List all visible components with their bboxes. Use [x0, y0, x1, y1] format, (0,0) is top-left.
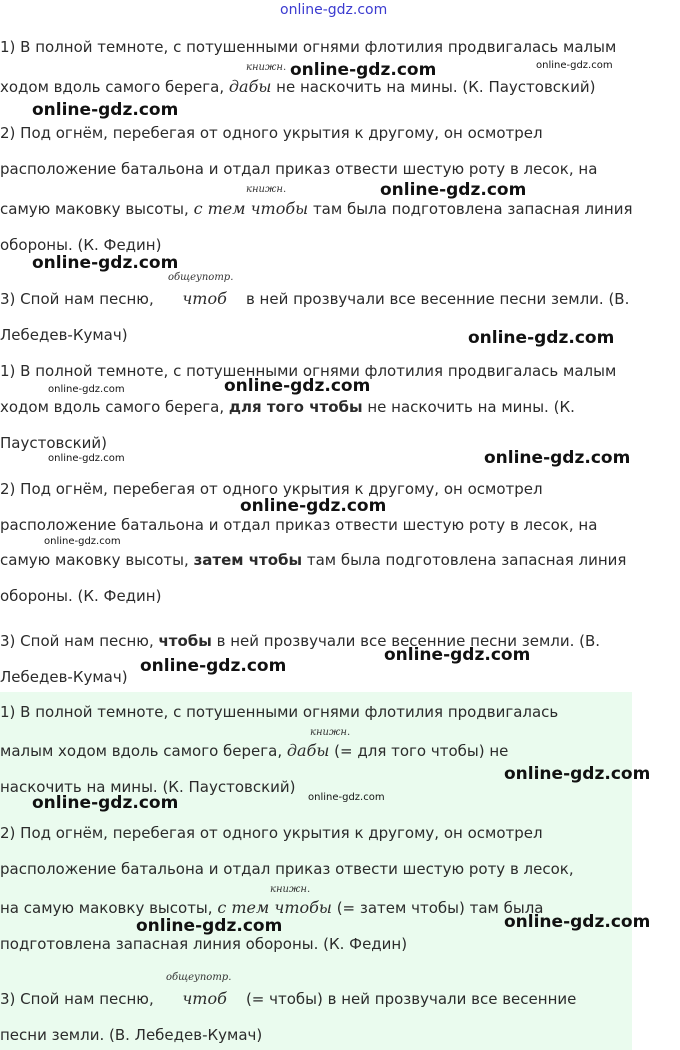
b1-note-chtob: общеупотр. [168, 272, 234, 283]
watermark: online-gdz.com [504, 912, 651, 932]
watermark: online-gdz.com [224, 376, 371, 396]
b1-s2-line1: 2) Под огнём, перебегая от одного укрытия к другому, он осмотрел [0, 124, 543, 142]
watermark-small: online-gdz.com [48, 453, 125, 464]
watermark: online-gdz.com [240, 496, 387, 516]
watermark-small: online-gdz.com [48, 384, 125, 395]
b1-word-chtob: чтоб [182, 289, 227, 308]
b3-note-stem: книжн. [270, 884, 311, 895]
b3-s3-line2: песни земли. (В. Лебедев-Кумач) [0, 1026, 263, 1044]
b1-note-dabi: книжн. [246, 62, 287, 73]
watermark: online-gdz.com [384, 645, 531, 665]
watermark: online-gdz.com [484, 448, 631, 468]
b1-s3-line2: Лебедев-Кумач) [0, 326, 128, 344]
watermark-small: online-gdz.com [44, 536, 121, 547]
top-watermark: online-gdz.com [280, 2, 388, 18]
watermark: online-gdz.com [380, 180, 527, 200]
b2-s2-line2: расположение батальона и отдал приказ отвести шестую роту в лесок, на [0, 516, 598, 534]
b3-note-chtob: общеупотр. [166, 972, 232, 983]
b1-word-dabi: дабы [228, 77, 272, 96]
watermark: online-gdz.com [468, 328, 615, 348]
b1-s2-line4: обороны. (К. Федин) [0, 236, 162, 254]
b1-s2-line2: расположение батальона и отдал приказ отвести шестую роту в лесок, на [0, 160, 598, 178]
watermark-small: online-gdz.com [308, 792, 385, 803]
b1-s2-line3: самую маковку высоты, с тем чтобы там была подготовлена запасная линия [0, 199, 633, 218]
b2-s3-line2: Лебедев-Кумач) [0, 668, 128, 686]
b3-word-chtob: чтоб [182, 989, 227, 1008]
b1-note-stem: книжн. [246, 184, 287, 195]
b3-s3-line1: 3) Спой нам песню, чтоб (= чтобы) в ней прозвучали все весенние [0, 989, 577, 1008]
watermark: online-gdz.com [136, 916, 283, 936]
b2-word-chtoby: чтобы [158, 632, 212, 650]
b3-word-dabi: дабы [286, 741, 330, 760]
watermark: online-gdz.com [140, 656, 287, 676]
b3-s2-line1: 2) Под огнём, перебегая от одного укрытия к другому, он осмотрел [0, 824, 543, 842]
watermark-small: online-gdz.com [536, 60, 613, 71]
watermark: online-gdz.com [32, 253, 179, 273]
watermark: online-gdz.com [32, 100, 179, 120]
b3-s1-line3: наскочить на мины. (К. Паустовский) [0, 778, 296, 796]
b1-s3-line1: 3) Спой нам песню, чтоб в ней прозвучали все весенние песни земли. (В. [0, 289, 630, 308]
b3-s2-line3: на самую маковку высоты, с тем чтобы (= затем чтобы) там была [0, 898, 544, 917]
b2-s2-line4: обороны. (К. Федин) [0, 587, 162, 605]
b3-s1-line2: малым ходом вдоль самого берега, дабы (= для того чтобы) не [0, 741, 509, 760]
b1-s1-line2: ходом вдоль самого берега, дабы не наскочить на мины. (К. Паустовский) [0, 77, 596, 96]
watermark: online-gdz.com [290, 60, 437, 80]
watermark: online-gdz.com [504, 764, 651, 784]
b1-s1-line1: 1) В полной темноте, с потушенными огнями флотилия продвигалась малым [0, 38, 617, 56]
b3-s2-line2: расположение батальона и отдал приказ отвести шестую роту в лесок, [0, 860, 574, 878]
b3-s1-line1: 1) В полной темноте, с потушенными огнями флотилия продвигалась [0, 703, 559, 721]
b1-word-stem: с тем чтобы [193, 199, 309, 218]
b3-word-stem: с тем чтобы [217, 898, 332, 917]
b2-s1-line2: ходом вдоль самого берега, для того чтобы не наскочить на мины. (К. [0, 398, 575, 416]
b2-s2-line3: самую маковку высоты, затем чтобы там была подготовлена запасная линия [0, 551, 627, 569]
b2-s2-line1: 2) Под огнём, перебегая от одного укрытия к другому, он осмотрел [0, 480, 543, 498]
b2-word-dlya: для того чтобы [228, 398, 363, 416]
b2-s1-line3: Паустовский) [0, 434, 108, 452]
b2-s1-line1: 1) В полной темноте, с потушенными огнями флотилия продвигалась малым [0, 362, 617, 380]
b3-s2-line4: подготовлена запасная линия обороны. (К. Федин) [0, 935, 408, 953]
b3-note-dabi: книжн. [310, 727, 351, 738]
b2-s3-line1: 3) Спой нам песню, чтобы в ней прозвучали все весенние песни земли. (В. [0, 632, 601, 650]
watermark: online-gdz.com [32, 793, 179, 813]
b2-word-zatem: затем чтобы [193, 551, 303, 569]
